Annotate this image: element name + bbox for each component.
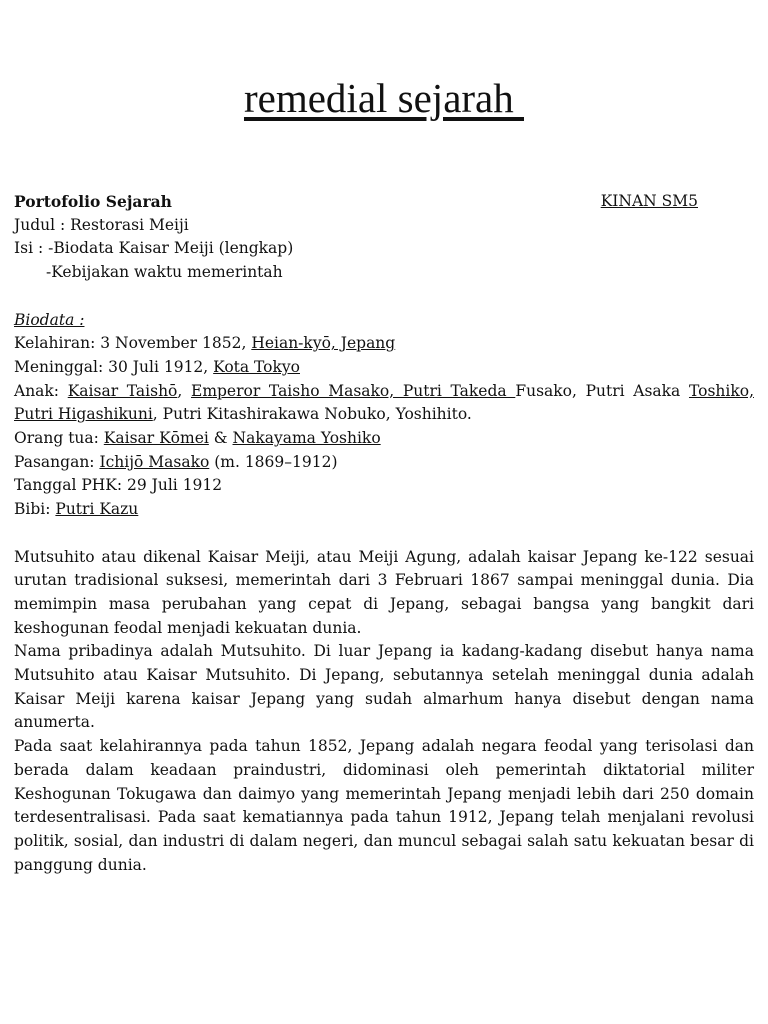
judul-line: Judul : Restorasi Meiji: [14, 215, 189, 234]
kelahiran-text: Kelahiran: 3 November 1852,: [14, 334, 252, 353]
narrative: [14, 546, 754, 878]
orang-tua-prefix: Orang tua:: [14, 429, 104, 448]
meninggal-link[interactable]: Kota Tokyo: [213, 357, 300, 376]
pasangan-line: [14, 451, 754, 475]
anak-link-higashikuni[interactable]: Putri Higashikuni: [14, 405, 153, 424]
bibi-line: [14, 498, 754, 522]
orang-tua-line: [14, 427, 754, 451]
orang-tua-link-komei[interactable]: Kaisar Kōmei: [103, 429, 209, 448]
biodata-label: Biodata :: [14, 310, 85, 329]
isi-line-2: -Kebijakan waktu memerintah: [46, 263, 283, 282]
pasangan-prefix: Pasangan:: [14, 452, 100, 471]
pasangan-suffix: (m. 1869–1912): [209, 452, 338, 471]
isi-line-1: Isi : -Biodata Kaisar Meiji (lengkap): [14, 239, 294, 258]
paragraph-1: Mutsuhito atau dikenal Kaisar Meiji, atau Meiji Agung, adalah kaisar Jepang ke-122 sesuai urutan tradisional suksesi, memerintah dari 3 Februari 1867 sampai meninggal dunia. Dia memimpin masa perubahan yang cepat di Jepang, sebagai bangsa yang bangkit dari keshogunan feodal menjadi kekuatan dunia.: [14, 547, 754, 637]
anak-sep: ,: [177, 381, 191, 400]
orang-tua-link-nakayama[interactable]: Nakayama Yoshiko: [232, 429, 381, 448]
spacer: [14, 285, 754, 309]
bibi-link[interactable]: Putri Kazu: [55, 500, 139, 519]
pasangan-link[interactable]: Ichijō Masako: [99, 452, 210, 471]
tanggal-phk-line: Tanggal PHK: 29 Juli 1912: [14, 476, 223, 495]
kelahiran-line: [14, 332, 754, 356]
anak-link-toshiko[interactable]: Toshiko,: [688, 381, 754, 400]
anak-end: , Putri Kitashirakawa Nobuko, Yoshihito.: [152, 405, 472, 424]
paragraph-2: Nama pribadinya adalah Mutsuhito. Di luar Jepang ia kadang-kadang disebut hanya nama Mutsuhito atau Kaisar Mutsuhito. Di Jepang, sebutannya setelah meninggal dunia adalah Kaisar Meiji karena kaisar Jepang yang sudah almarhum hanya disebut dengan nama anumerta.: [14, 642, 754, 732]
header-row: [14, 190, 754, 214]
bibi-prefix: Bibi:: [14, 500, 56, 519]
anak-line-2: [14, 403, 754, 427]
anak-line-1: [14, 380, 754, 404]
anak-link-taisho[interactable]: Kaisar Taishō: [67, 381, 178, 400]
author-name: KINAN SM5: [600, 192, 698, 210]
document-body: [14, 190, 754, 877]
meninggal-text: Meninggal: 30 Juli 1912,: [14, 357, 214, 376]
meninggal-line: [14, 356, 754, 380]
kelahiran-link[interactable]: Heian-kyō, Jepang: [251, 334, 396, 353]
anak-mid: Fusako, Putri Asaka: [515, 381, 689, 400]
paragraph-3: Pada saat kelahirannya pada tahun 1852, Jepang adalah negara feodal yang terisolasi dan berada dalam keadaan praindustri, didominasi oleh pemerintah diktatorial militer Keshogunan Tokugawa dan daimyo yang memerintah Jepang menjadi lebih dari 250 domain terdesentralisasi. Pada saat kematiannya pada tahun 1912, Jepang telah menjalani revolusi politik, sosial, dan industri di dalam negeri, dan muncul sebagai salah satu kekuatan besar di panggung dunia.: [14, 737, 754, 874]
anak-prefix: Anak:: [14, 381, 68, 400]
orang-tua-sep: &: [208, 429, 233, 448]
portfolio-label: Portofolio Sejarah: [14, 192, 172, 211]
page-title: remedial sejarah: [243, 75, 524, 121]
anak-link-masako-takeda[interactable]: Emperor Taisho Masako, Putri Takeda: [191, 381, 516, 400]
